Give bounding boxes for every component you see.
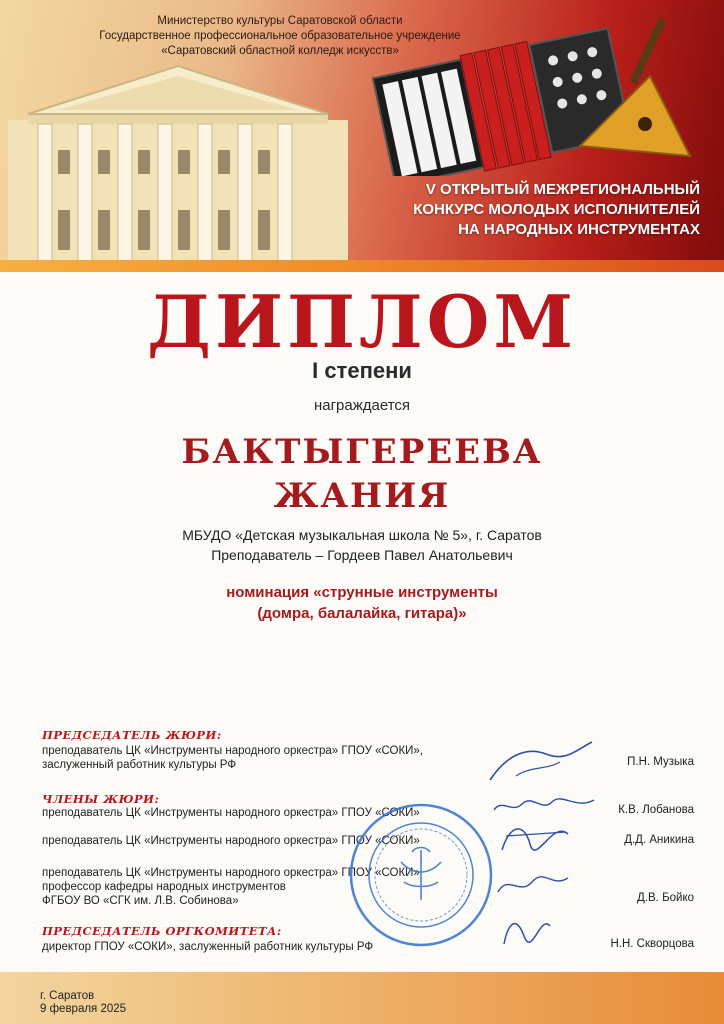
jury-chair-role: ПРЕДСЕДАТЕЛЬ ЖЮРИ: — [42, 728, 222, 742]
member-1-description: преподаватель ЦК «Инструменты народного оркестра» ГПОУ «СОКИ» — [42, 807, 420, 819]
contest-title — [340, 180, 700, 240]
header-banner — [0, 0, 724, 272]
recipient-first-name: ЖАНИЯ — [273, 476, 451, 516]
jury-chair-desc-line-2: заслуженный работник культуры РФ — [42, 759, 237, 771]
org-line-1: Министерство культуры Саратовской области — [157, 15, 403, 27]
school-info — [0, 525, 724, 565]
signature — [494, 870, 574, 900]
org-line-3: «Саратовский областной колледж искусств» — [161, 45, 399, 57]
city: г. Саратов — [40, 990, 95, 1002]
jury-members-role: ЧЛЕНЫ ЖЮРИ: — [42, 792, 160, 806]
org-chair-role: ПРЕДСЕДАТЕЛЬ ОРГКОМИТЕТА: — [42, 924, 282, 938]
signature — [496, 906, 556, 950]
organization-header — [80, 14, 480, 59]
jury-chair-name: П.Н. Музыка — [627, 756, 694, 768]
jury-chair-desc-line-1: преподаватель ЦК «Инструменты народного оркестра» ГПОУ «СОКИ», — [42, 745, 424, 757]
member-3-desc-line-3: ФГБОУ ВО «СГК им. Л.В. Собинова» — [42, 895, 239, 907]
contest-line-1: V ОТКРЫТЫЙ МЕЖРЕГИОНАЛЬНЫЙ — [425, 181, 700, 198]
member-2-description: преподаватель ЦК «Инструменты народного оркестра» ГПОУ «СОКИ» — [42, 835, 420, 847]
recipient-surname: БАКТЫГЕРЕЕВА — [181, 432, 543, 472]
member-1-name: К.В. Лобанова — [618, 804, 694, 816]
teacher-line: Преподаватель – Гордеев Павел Анатольевич — [211, 547, 513, 563]
member-2-name: Д.Д. Аникина — [624, 834, 694, 846]
nomination — [0, 582, 724, 624]
member-3-name: Д.В. Бойко — [637, 892, 694, 904]
diploma-degree: I степени — [312, 358, 412, 383]
nomination-line-1: номинация «струнные инструменты — [226, 584, 498, 601]
place-and-date — [40, 990, 126, 1016]
signature — [486, 736, 596, 786]
diploma-title: ДИПЛОМ — [146, 279, 578, 364]
nomination-line-2: (домра, балалайка, гитара)» — [257, 605, 467, 622]
org-chair-description: директор ГПОУ «СОКИ», заслуженный работник культуры РФ — [42, 941, 374, 953]
building-illustration — [8, 60, 348, 272]
member-3-desc-line-2: профессор кафедры народных инструментов — [42, 881, 286, 893]
signature — [496, 814, 576, 858]
official-stamp — [346, 800, 496, 950]
org-chair-name: Н.Н. Скворцова — [610, 938, 694, 950]
school-line: МБУДО «Детская музыкальная школа № 5», г. Саратов — [182, 527, 542, 543]
member-3-desc-line-1: преподаватель ЦК «Инструменты народного оркестра» ГПОУ «СОКИ» — [42, 867, 420, 879]
contest-line-3: НА НАРОДНЫХ ИНСТРУМЕНТАХ — [458, 221, 700, 238]
org-line-2: Государственное профессиональное образовательное учреждение — [99, 30, 461, 42]
date: 9 февраля 2025 — [40, 1003, 127, 1015]
awarded-label: награждается — [313, 397, 411, 414]
contest-line-2: КОНКУРС МОЛОДЫХ ИСПОЛНИТЕЛЕЙ — [413, 201, 700, 218]
jury-chair-description — [42, 744, 423, 772]
